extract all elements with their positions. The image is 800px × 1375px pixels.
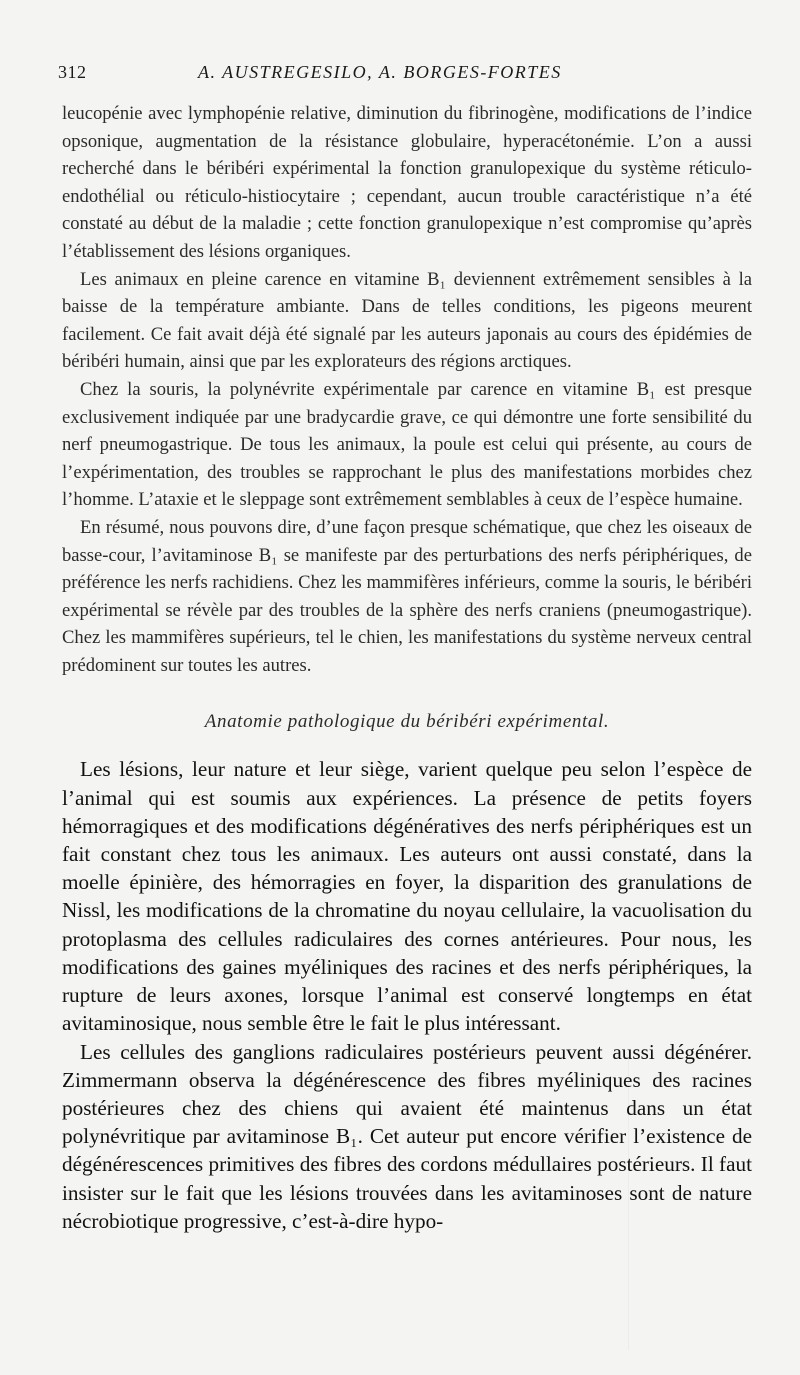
- paper-crease: [628, 1050, 629, 1350]
- section-heading: Anatomie pathologique du béribéri expérimental.: [204, 711, 610, 733]
- running-head: A. AUSTREGESILO, A. BORGES-FORTES: [198, 62, 562, 82]
- paragraph-temperature: Les animaux en pleine carence en vitamine B₁ deviennent extrêmement sensibles à la baisse de la température ambiante. Dans de telles conditions, les pigeons meurent facilement. Ce fait avait déjà été signalé par les auteurs japonais au cours des épidémies de béribéri humain, ainsi que par les explorateurs des régions arctiques.: [62, 268, 752, 373]
- page-header: [58, 62, 758, 90]
- paragraph-mouse-bradycardia: Chez la souris, la polynévrite expérimentale par carence en vitamine B₁ est presque exclusivement indiquée par une bradycardie grave, ce qui démontre une forte sensibilité du nerf pneumogastrique. De tous les animaux, la poule est celui qui présente, au cours de l’expérimentation, des troubles se rapprochant le plus des manifestations morbides chez l’homme. L’ataxie et le sleppage sont extrêmement semblables à ceux de l’espèce humaine.: [62, 378, 752, 511]
- page-number: 312: [58, 62, 87, 82]
- paragraph-opsonic: leucopénie avec lymphopénie relative, diminution du fibrinogène, modifications de l’indice opsonique, augmentation de la résistance globulaire, hyperacétonémie. L’on a aussi recherché dans le béribéri expérimental la fonction granulopexique du système réticulo-endothélial ou réticulo-histiocytaire ; cependant, aucun trouble caractéristique n’a été constaté au début de la maladie ; cette fonction granulopexique n’est compromise qu’après l’établissement des lésions organiques.: [62, 103, 752, 262]
- paragraph-summary: En résumé, nous pouvons dire, d’une façon presque schématique, que chez les oiseaux de basse-cour, l’avitaminose B₁ se manifeste par des perturbations des nerfs périphériques, de préférence les nerfs rachidiens. Chez les mammifères inférieurs, comme la souris, le béribéri expérimental se révèle par des troubles de la sphère des nerfs craniens (pneumogastrique). Chez les mammifères supérieurs, tel le chien, les manifestations du système nerveux central prédominent sur toutes les autres.: [62, 516, 752, 676]
- page-body: [62, 100, 752, 1235]
- paragraph-ganglia: Les cellules des ganglions radiculaires postérieurs peuvent aussi dégénérer. Zimmermann observa la dégénérescence des fibres myéliniques des racines postérieures chez des chiens qui avaient été maintenus dans un état polynévritique par avitaminose B₁. Cet auteur put encore vérifier l’existence de dégénérescences primitives des fibres des cordons médullaires postérieurs. Il faut insister sur le fait que les lésions trouvées dans les avitaminoses sont de nature nécrobiotique progressive, c’est-à-dire hypo-: [62, 1039, 752, 1233]
- paragraph-lesions: Les lésions, leur nature et leur siège, varient quelque peu selon l’espèce de l’animal qui est soumis aux expériences. La présence de petits foyers hémorragiques et des modifications dégénératives des nerfs périphériques est un fait constant chez tous les animaux. Les auteurs ont aussi constaté, dans la moelle épinière, des hémorragies en foyer, la disparition des granulations de Nissl, les modifications de la chromatine du noyau cellulaire, la vacuolisation du protoplasma des cellules radiculaires des cornes antérieures. Pour nous, les modifications des gaines myéliniques des racines et des nerfs périphériques, la rupture de leurs axones, lorsque l’animal est conservé longtemps en état avitaminosique, nous semble être le fait le plus intéressant.: [62, 757, 752, 1036]
